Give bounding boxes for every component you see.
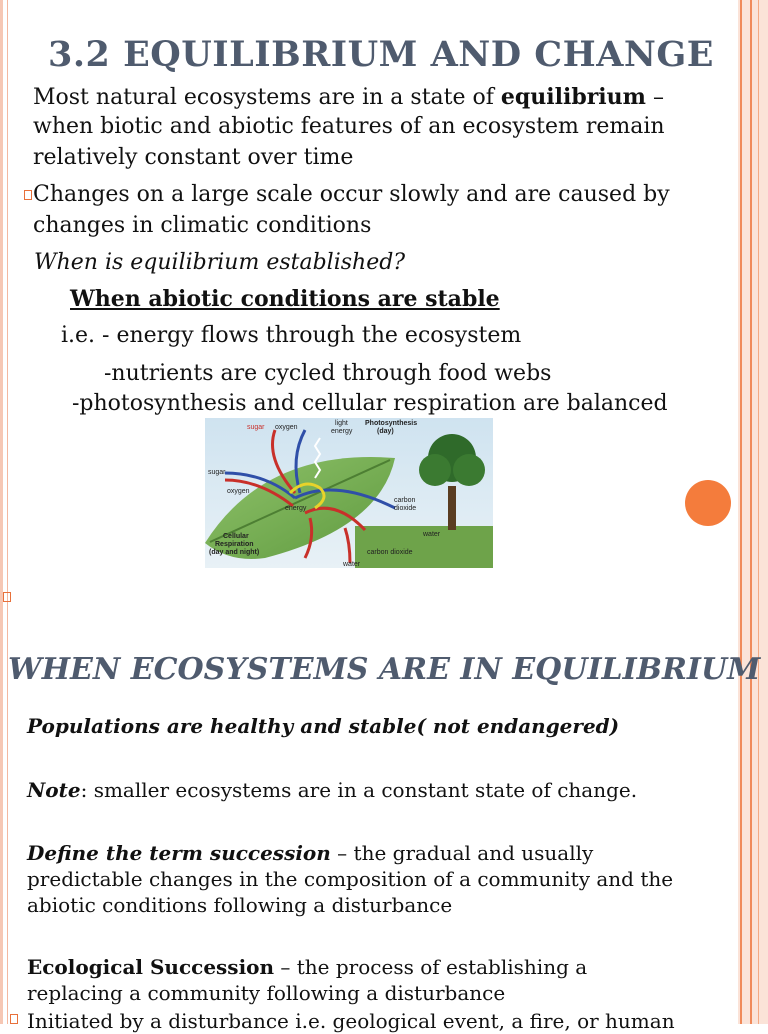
ie-line3: -photosynthesis and cellular respiration are balanced	[72, 391, 668, 416]
note-line: Note: smaller ecosystems are in a constant state of change.	[27, 778, 638, 802]
right-border-band	[738, 0, 768, 1024]
left-border-outer	[0, 0, 3, 1024]
label-photosynthesis: Photosynthesis (day)	[365, 420, 418, 435]
left-border-inner	[7, 0, 8, 1024]
initiated-line: Initiated by a disturbance i.e. geological event, a fire, or human	[27, 1009, 675, 1033]
equilibrium-term: equilibrium	[500, 84, 646, 110]
define-line1: Define the term succession – the gradual and usually	[27, 841, 594, 865]
bullet-arrow-icon	[24, 190, 32, 200]
label-water-right: water	[423, 531, 441, 538]
bullet-line1: Changes on a large scale occur slowly and are caused by	[33, 182, 670, 207]
populations-text: Populations are healthy and stable( not endangered)	[27, 714, 620, 738]
label-cellular-respiration: Cellular Respiration (day and night)	[209, 533, 260, 556]
intro-line1: Most natural ecosystems are in a state of equilibrium –	[33, 84, 664, 110]
label-water-bottom: water	[343, 561, 361, 568]
answer-text: When abiotic conditions are stable	[70, 286, 500, 312]
define-line2: predictable changes in the composition of a community and the	[27, 867, 674, 891]
bullet-line2: changes in climatic conditions	[33, 213, 372, 238]
label-carbon-dioxide: carbon dioxide	[394, 497, 417, 512]
intro-line2: when biotic and abiotic features of an ecosystem remain	[33, 114, 665, 139]
define-label: Define the term succession	[27, 841, 331, 865]
ie-line1: i.e. - energy flows through the ecosystem	[61, 323, 522, 348]
tree-trunk	[448, 486, 456, 530]
label-oxygen-top: oxygen	[275, 424, 298, 431]
slide1-title: 3.2 EQUILIBRIUM AND CHANGE	[48, 34, 714, 75]
label-carbon-dioxide-bottom: carbon dioxide	[367, 549, 413, 556]
label-sugar-left: sugar	[208, 469, 226, 476]
label-sugar-top: sugar	[247, 424, 265, 431]
right-border-line	[740, 0, 742, 1024]
intro-line3: relatively constant over time	[33, 145, 354, 170]
label-oxygen-left: oxygen	[227, 488, 250, 495]
label-energy: energy	[285, 505, 307, 512]
eco-line1: Ecological Succession – the process of establishing a	[27, 955, 588, 979]
bullet-arrow-icon	[10, 1014, 18, 1024]
eco-line2: replacing a community following a disturbance	[27, 981, 506, 1005]
slide2-title: WHEN ECOSYSTEMS ARE IN EQUILIBRIUM	[8, 652, 761, 687]
right-border-line	[750, 0, 752, 1024]
ie-line2: -nutrients are cycled through food webs	[104, 361, 552, 386]
label-light-energy: light energy	[331, 420, 353, 435]
photosynthesis-leaf-diagram	[205, 418, 493, 568]
question-text: When is equilibrium established?	[34, 250, 406, 275]
eco-label: Ecological Succession	[27, 955, 275, 979]
bullet-arrow-icon	[3, 592, 11, 602]
right-border-line	[758, 0, 759, 1024]
orange-circle-decoration	[685, 480, 731, 526]
define-line3: abiotic conditions following a disturbance	[27, 893, 453, 917]
note-label: Note	[27, 778, 81, 802]
